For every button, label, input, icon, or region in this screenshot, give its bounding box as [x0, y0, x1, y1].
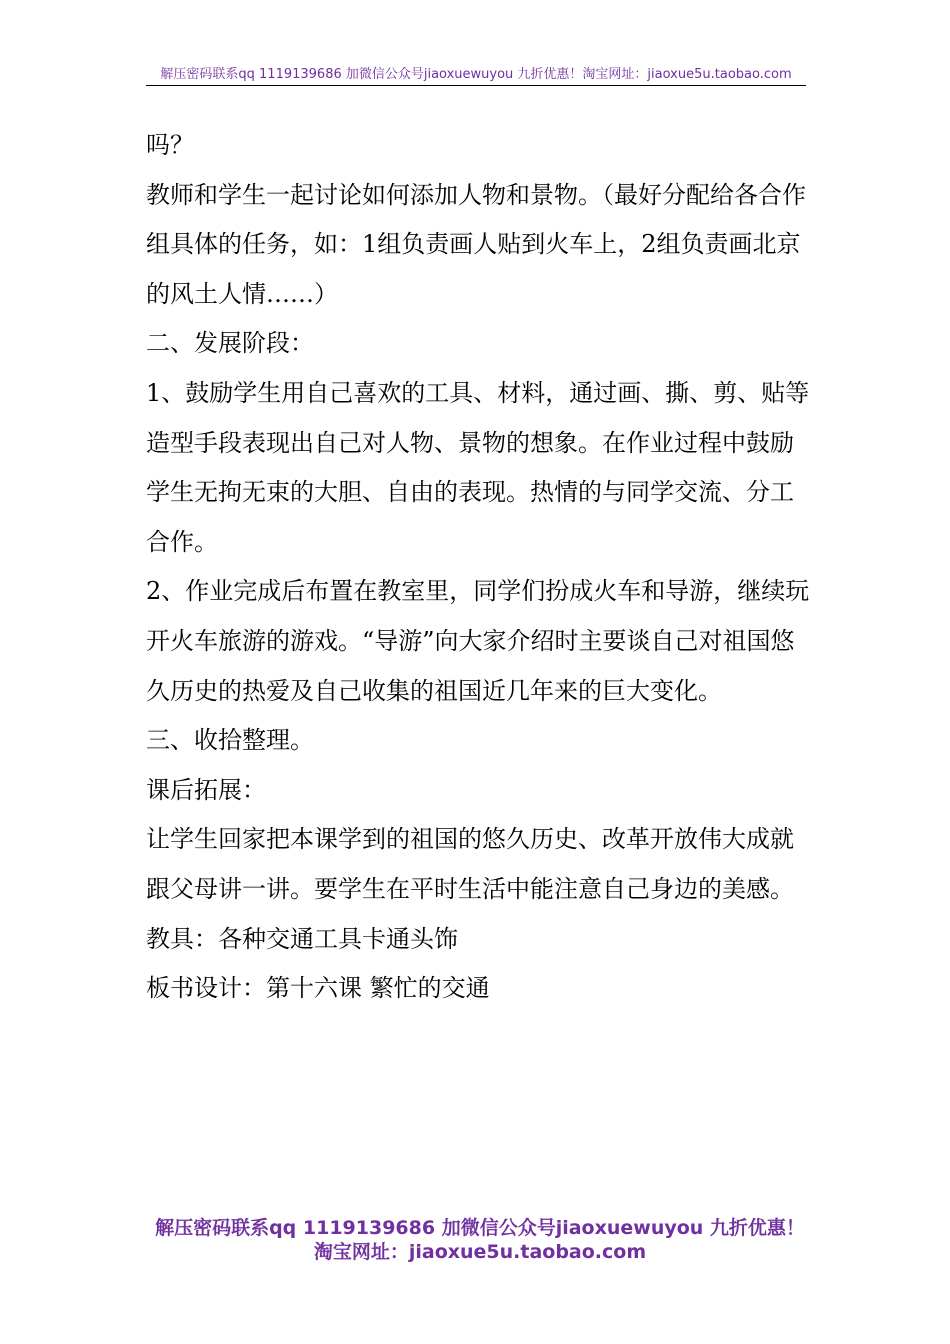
- document-body: [146, 121, 811, 1014]
- paragraph: 1、鼓励学生用自己喜欢的工具、材料，通过画、撕、剪、贴等造型手段表现出自己对人物、景物的想象。在作业过程中鼓励学生无拘无束的大胆、自由的表现。热情的与同学交流、分工合作。: [146, 378, 810, 556]
- paragraph: 教师和学生一起讨论如何添加人物和景物。（最好分配给各合作组具体的任务，如：1组负责画人贴到火车上，2组负责画北京的风土人情……）: [146, 180, 806, 308]
- footer-line-contact: 解压密码联系qq 1119139686 加微信公众号jiaoxuewuyou 九折优惠！: [155, 1217, 805, 1239]
- footer-line-shop-url: 淘宝网址：jiaoxue5u.taobao.com: [313, 1241, 647, 1263]
- section-heading: 课后拓展：: [146, 775, 266, 804]
- page-footer-watermark: [130, 1216, 830, 1264]
- section-heading: 二、发展阶段：: [146, 329, 314, 358]
- paragraph: 教具：各种交通工具卡通头饰: [146, 924, 458, 953]
- header-divider: [146, 85, 806, 86]
- section-heading: 三、收拾整理。: [146, 726, 314, 755]
- paragraph: 吗？: [146, 131, 194, 159]
- paragraph: 让学生回家把本课学到的祖国的悠久历史、改革开放伟大成就跟父母讲一讲。要学生在平时生活中能注意自己身边的美感。: [146, 825, 794, 903]
- paragraph: 板书设计：第十六课 繁忙的交通: [146, 974, 490, 1003]
- paragraph: 2、作业完成后布置在教室里，同学们扮成火车和导游，继续玩开火车旅游的游戏。“导游”向大家介绍时主要谈自己对祖国悠久历史的热爱及自己收集的祖国近几年来的巨大变化。: [146, 577, 810, 705]
- page-header-watermark: 解压密码联系qq 1119139686 加微信公众号jiaoxuewuyou 九折优惠！淘宝网址：jiaoxue5u.taobao.com: [160, 67, 792, 82]
